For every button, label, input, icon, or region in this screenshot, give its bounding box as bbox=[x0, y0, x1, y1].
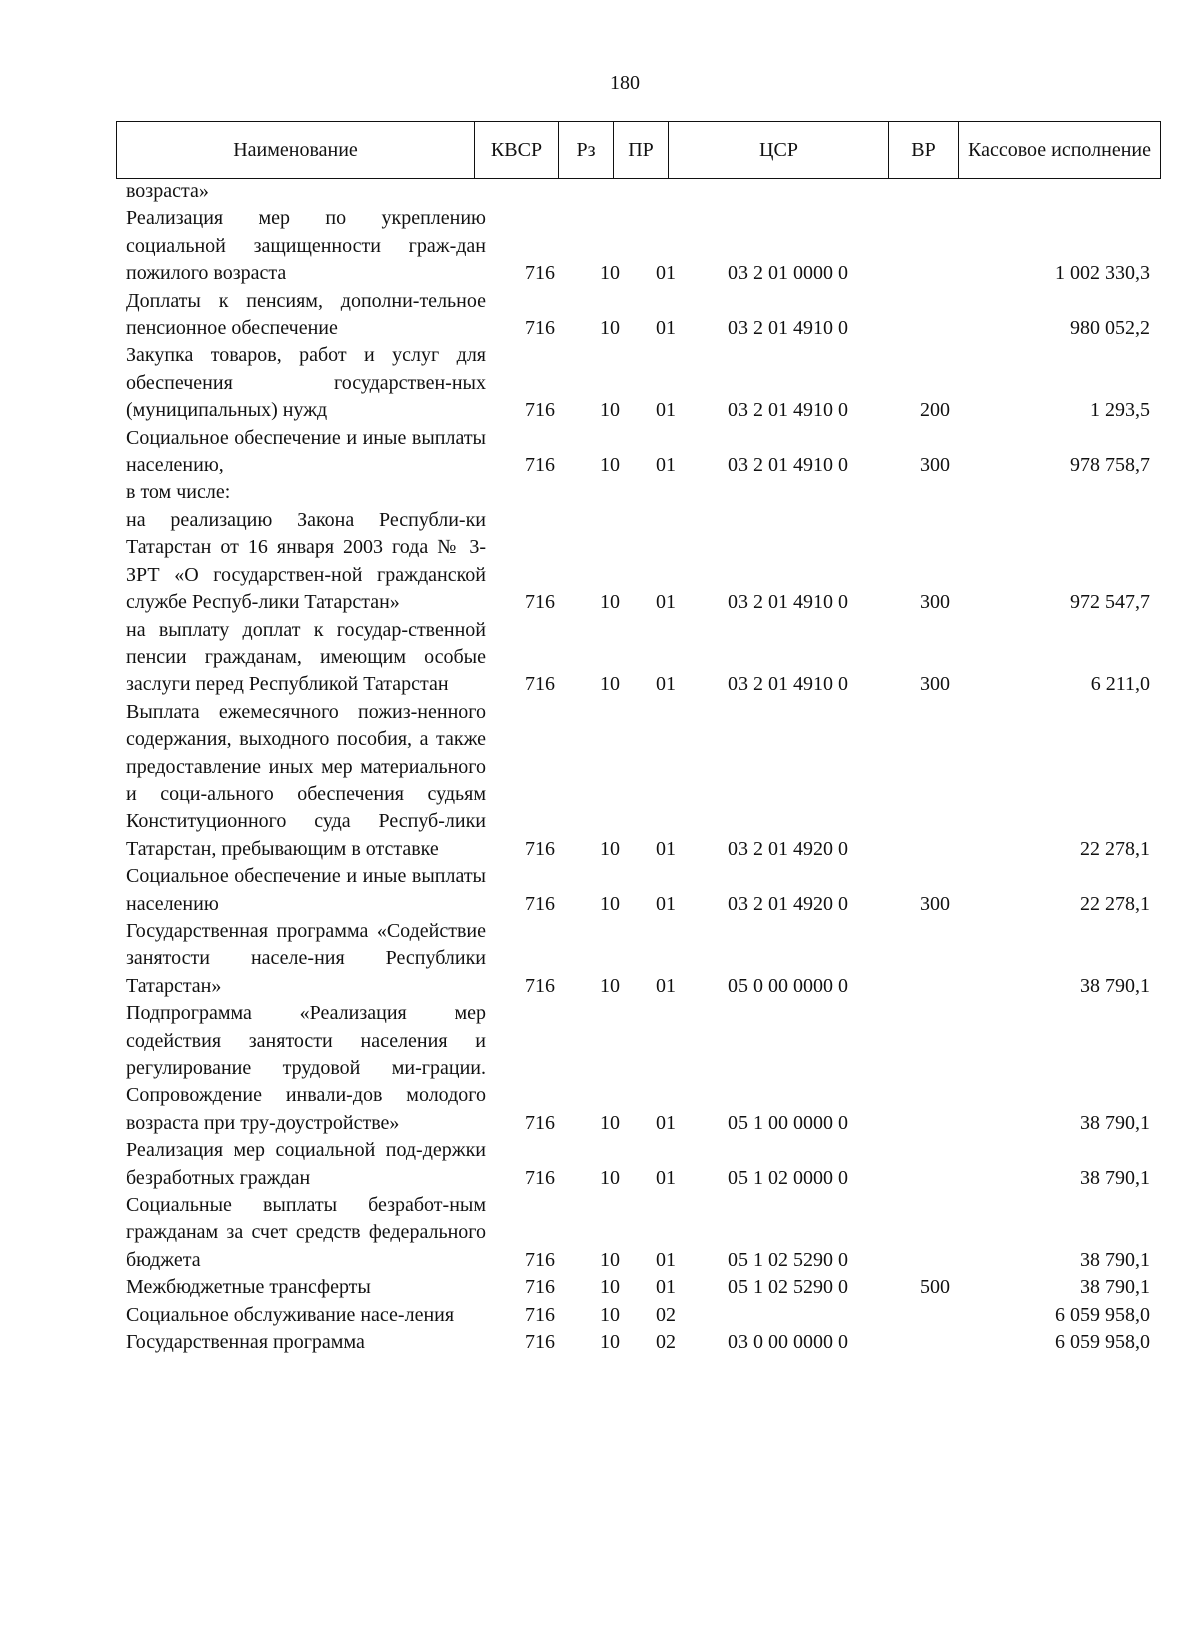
row-csr: 05 1 00 0000 0 bbox=[728, 1111, 848, 1134]
row-csr: 03 2 01 4920 0 bbox=[728, 892, 848, 915]
table-row bbox=[0, 617, 1200, 699]
table-row bbox=[0, 342, 1200, 424]
row-kvsr: 716 bbox=[525, 399, 555, 422]
row-csr: 03 0 00 0000 0 bbox=[728, 1331, 848, 1354]
header-name: Наименование bbox=[117, 122, 475, 179]
row-vr: 200 bbox=[920, 399, 950, 422]
row-rz: 10 bbox=[600, 673, 620, 696]
row-name: Государственная программа «Содействие занятости населе-ния Республики Татарстан» bbox=[126, 919, 486, 997]
table-row bbox=[0, 1274, 1200, 1301]
row-kvsr: 716 bbox=[525, 892, 555, 915]
table-row bbox=[0, 178, 1200, 205]
row-kvsr: 716 bbox=[525, 1303, 555, 1326]
row-kvsr: 716 bbox=[525, 1276, 555, 1299]
row-kvsr: 716 bbox=[525, 591, 555, 614]
row-csr: 05 0 00 0000 0 bbox=[728, 974, 848, 997]
row-name: в том числе: bbox=[126, 481, 231, 504]
row-name: Социальное обеспечение и иные выплаты населению bbox=[126, 865, 486, 915]
table-body bbox=[0, 178, 1200, 1356]
row-pr: 01 bbox=[656, 591, 676, 614]
table-row bbox=[0, 205, 1200, 287]
row-pr: 01 bbox=[656, 1248, 676, 1271]
table-row bbox=[0, 863, 1200, 918]
row-rz: 10 bbox=[600, 974, 620, 997]
header-pr: ПР bbox=[614, 122, 669, 179]
row-sum: 38 790,1 bbox=[1080, 1166, 1150, 1189]
table-row bbox=[0, 699, 1200, 863]
header-csr: ЦСР bbox=[669, 122, 889, 179]
header-rz: Рз bbox=[559, 122, 614, 179]
row-kvsr: 716 bbox=[525, 454, 555, 477]
row-name: Социальное обеспечение и иные выплаты населению, bbox=[126, 426, 486, 477]
table-row bbox=[0, 1302, 1200, 1329]
row-rz: 10 bbox=[600, 1303, 620, 1326]
row-sum: 6 059 958,0 bbox=[1055, 1303, 1150, 1326]
row-name: Социальное обслуживание насе-ления bbox=[126, 1303, 455, 1326]
table-row bbox=[0, 425, 1200, 480]
row-name: Закупка товаров, работ и услуг для обеспечения государствен-ных (муниципальных) нужд bbox=[126, 344, 486, 422]
row-name: Социальные выплаты безработ-ным гражданам за счет средств федерального бюджета bbox=[126, 1194, 486, 1271]
table-row bbox=[0, 507, 1200, 617]
row-pr: 01 bbox=[656, 317, 676, 340]
table-row bbox=[0, 1192, 1200, 1274]
row-rz: 10 bbox=[600, 892, 620, 915]
row-kvsr: 716 bbox=[525, 262, 555, 285]
row-csr: 03 2 01 4910 0 bbox=[728, 673, 848, 696]
row-name: Доплаты к пенсиям, дополни-тельное пенсионное обеспечение bbox=[126, 289, 486, 340]
row-rz: 10 bbox=[600, 399, 620, 422]
table-row bbox=[0, 1137, 1200, 1192]
row-pr: 01 bbox=[656, 262, 676, 285]
row-sum: 38 790,1 bbox=[1080, 974, 1150, 997]
row-pr: 01 bbox=[656, 673, 676, 696]
row-kvsr: 716 bbox=[525, 317, 555, 340]
row-sum: 38 790,1 bbox=[1080, 1276, 1150, 1299]
table-header bbox=[116, 121, 1161, 179]
row-rz: 10 bbox=[600, 1276, 620, 1299]
row-rz: 10 bbox=[600, 317, 620, 340]
row-csr: 03 2 01 4910 0 bbox=[728, 591, 848, 614]
row-vr: 300 bbox=[920, 454, 950, 477]
table-row bbox=[0, 479, 1200, 506]
row-sum: 38 790,1 bbox=[1080, 1111, 1150, 1134]
row-csr: 03 2 01 4910 0 bbox=[728, 399, 848, 422]
row-pr: 01 bbox=[656, 399, 676, 422]
row-vr: 500 bbox=[920, 1276, 950, 1299]
row-pr: 01 bbox=[656, 1111, 676, 1134]
header-sum: Кассовое исполнение bbox=[959, 122, 1161, 179]
row-csr: 05 1 02 5290 0 bbox=[728, 1248, 848, 1271]
row-kvsr: 716 bbox=[525, 974, 555, 997]
row-sum: 1 293,5 bbox=[1090, 399, 1150, 422]
row-sum: 1 002 330,3 bbox=[1055, 262, 1150, 285]
row-name: Государственная программа bbox=[126, 1331, 365, 1354]
table-row bbox=[0, 918, 1200, 1000]
row-sum: 22 278,1 bbox=[1080, 837, 1150, 860]
row-kvsr: 716 bbox=[525, 673, 555, 696]
row-rz: 10 bbox=[600, 1111, 620, 1134]
row-csr: 03 2 01 4920 0 bbox=[728, 837, 848, 860]
row-sum: 972 547,7 bbox=[1070, 591, 1150, 614]
row-name: Выплата ежемесячного пожиз-ненного содержания, выходного пособия, а также предоставление иных мер материального и соци-ального обеспечения судьям Конституционного суда Респуб-лики Татарстан, пребывающим в отставке bbox=[126, 700, 486, 860]
row-rz: 10 bbox=[600, 262, 620, 285]
row-rz: 10 bbox=[600, 1248, 620, 1271]
row-csr: 03 2 01 4910 0 bbox=[728, 317, 848, 340]
table-row bbox=[0, 1329, 1200, 1356]
row-sum: 978 758,7 bbox=[1070, 454, 1150, 477]
row-name: на реализацию Закона Республи-ки Татарстан от 16 января 2003 года № 3-ЗРТ «О государствен-ной гражданской службе Респуб-лики Татарстан» bbox=[126, 508, 486, 614]
row-kvsr: 716 bbox=[525, 1331, 555, 1354]
row-rz: 10 bbox=[600, 591, 620, 614]
row-name: возраста» bbox=[126, 180, 209, 202]
row-vr: 300 bbox=[920, 673, 950, 696]
row-pr: 01 bbox=[656, 892, 676, 915]
row-rz: 10 bbox=[600, 1331, 620, 1354]
row-name: Реализация мер социальной под-держки безработных граждан bbox=[126, 1139, 486, 1189]
row-sum: 22 278,1 bbox=[1080, 892, 1150, 915]
row-sum: 6 211,0 bbox=[1090, 673, 1150, 696]
row-name: Реализация мер по укреплению социальной защищенности граж-дан пожилого возраста bbox=[126, 207, 486, 285]
row-sum: 980 052,2 bbox=[1070, 317, 1150, 340]
row-pr: 01 bbox=[656, 837, 676, 860]
row-rz: 10 bbox=[600, 1166, 620, 1189]
row-csr: 03 2 01 4910 0 bbox=[728, 454, 848, 477]
row-csr: 03 2 01 0000 0 bbox=[728, 262, 848, 285]
row-pr: 02 bbox=[656, 1331, 676, 1354]
row-pr: 01 bbox=[656, 974, 676, 997]
row-pr: 02 bbox=[656, 1303, 676, 1326]
page-number: 180 bbox=[610, 72, 640, 94]
row-name: Подпрограмма «Реализация мер содействия занятости населения и регулирование трудовой ми-грации. Сопровождение инвали-дов молодого возраста при тру-доустройстве» bbox=[126, 1002, 486, 1134]
row-vr: 300 bbox=[920, 892, 950, 915]
row-pr: 01 bbox=[656, 1166, 676, 1189]
row-kvsr: 716 bbox=[525, 837, 555, 860]
row-sum: 6 059 958,0 bbox=[1055, 1331, 1150, 1354]
row-kvsr: 716 bbox=[525, 1248, 555, 1271]
header-kvsr: КВСР bbox=[475, 122, 559, 179]
header-vr: ВР bbox=[889, 122, 959, 179]
row-name: на выплату доплат к государ-ственной пенсии гражданам, имеющим особые заслуги перед Республикой Татарстан bbox=[126, 618, 486, 696]
row-csr: 05 1 02 0000 0 bbox=[728, 1166, 848, 1189]
table-row bbox=[0, 1000, 1200, 1137]
row-csr: 05 1 02 5290 0 bbox=[728, 1276, 848, 1299]
row-rz: 10 bbox=[600, 454, 620, 477]
row-name: Межбюджетные трансферты bbox=[126, 1276, 371, 1299]
row-kvsr: 716 bbox=[525, 1166, 555, 1189]
row-vr: 300 bbox=[920, 591, 950, 614]
row-rz: 10 bbox=[600, 837, 620, 860]
table-row bbox=[0, 288, 1200, 343]
row-pr: 01 bbox=[656, 454, 676, 477]
row-kvsr: 716 bbox=[525, 1111, 555, 1134]
row-sum: 38 790,1 bbox=[1080, 1248, 1150, 1271]
row-pr: 01 bbox=[656, 1276, 676, 1299]
